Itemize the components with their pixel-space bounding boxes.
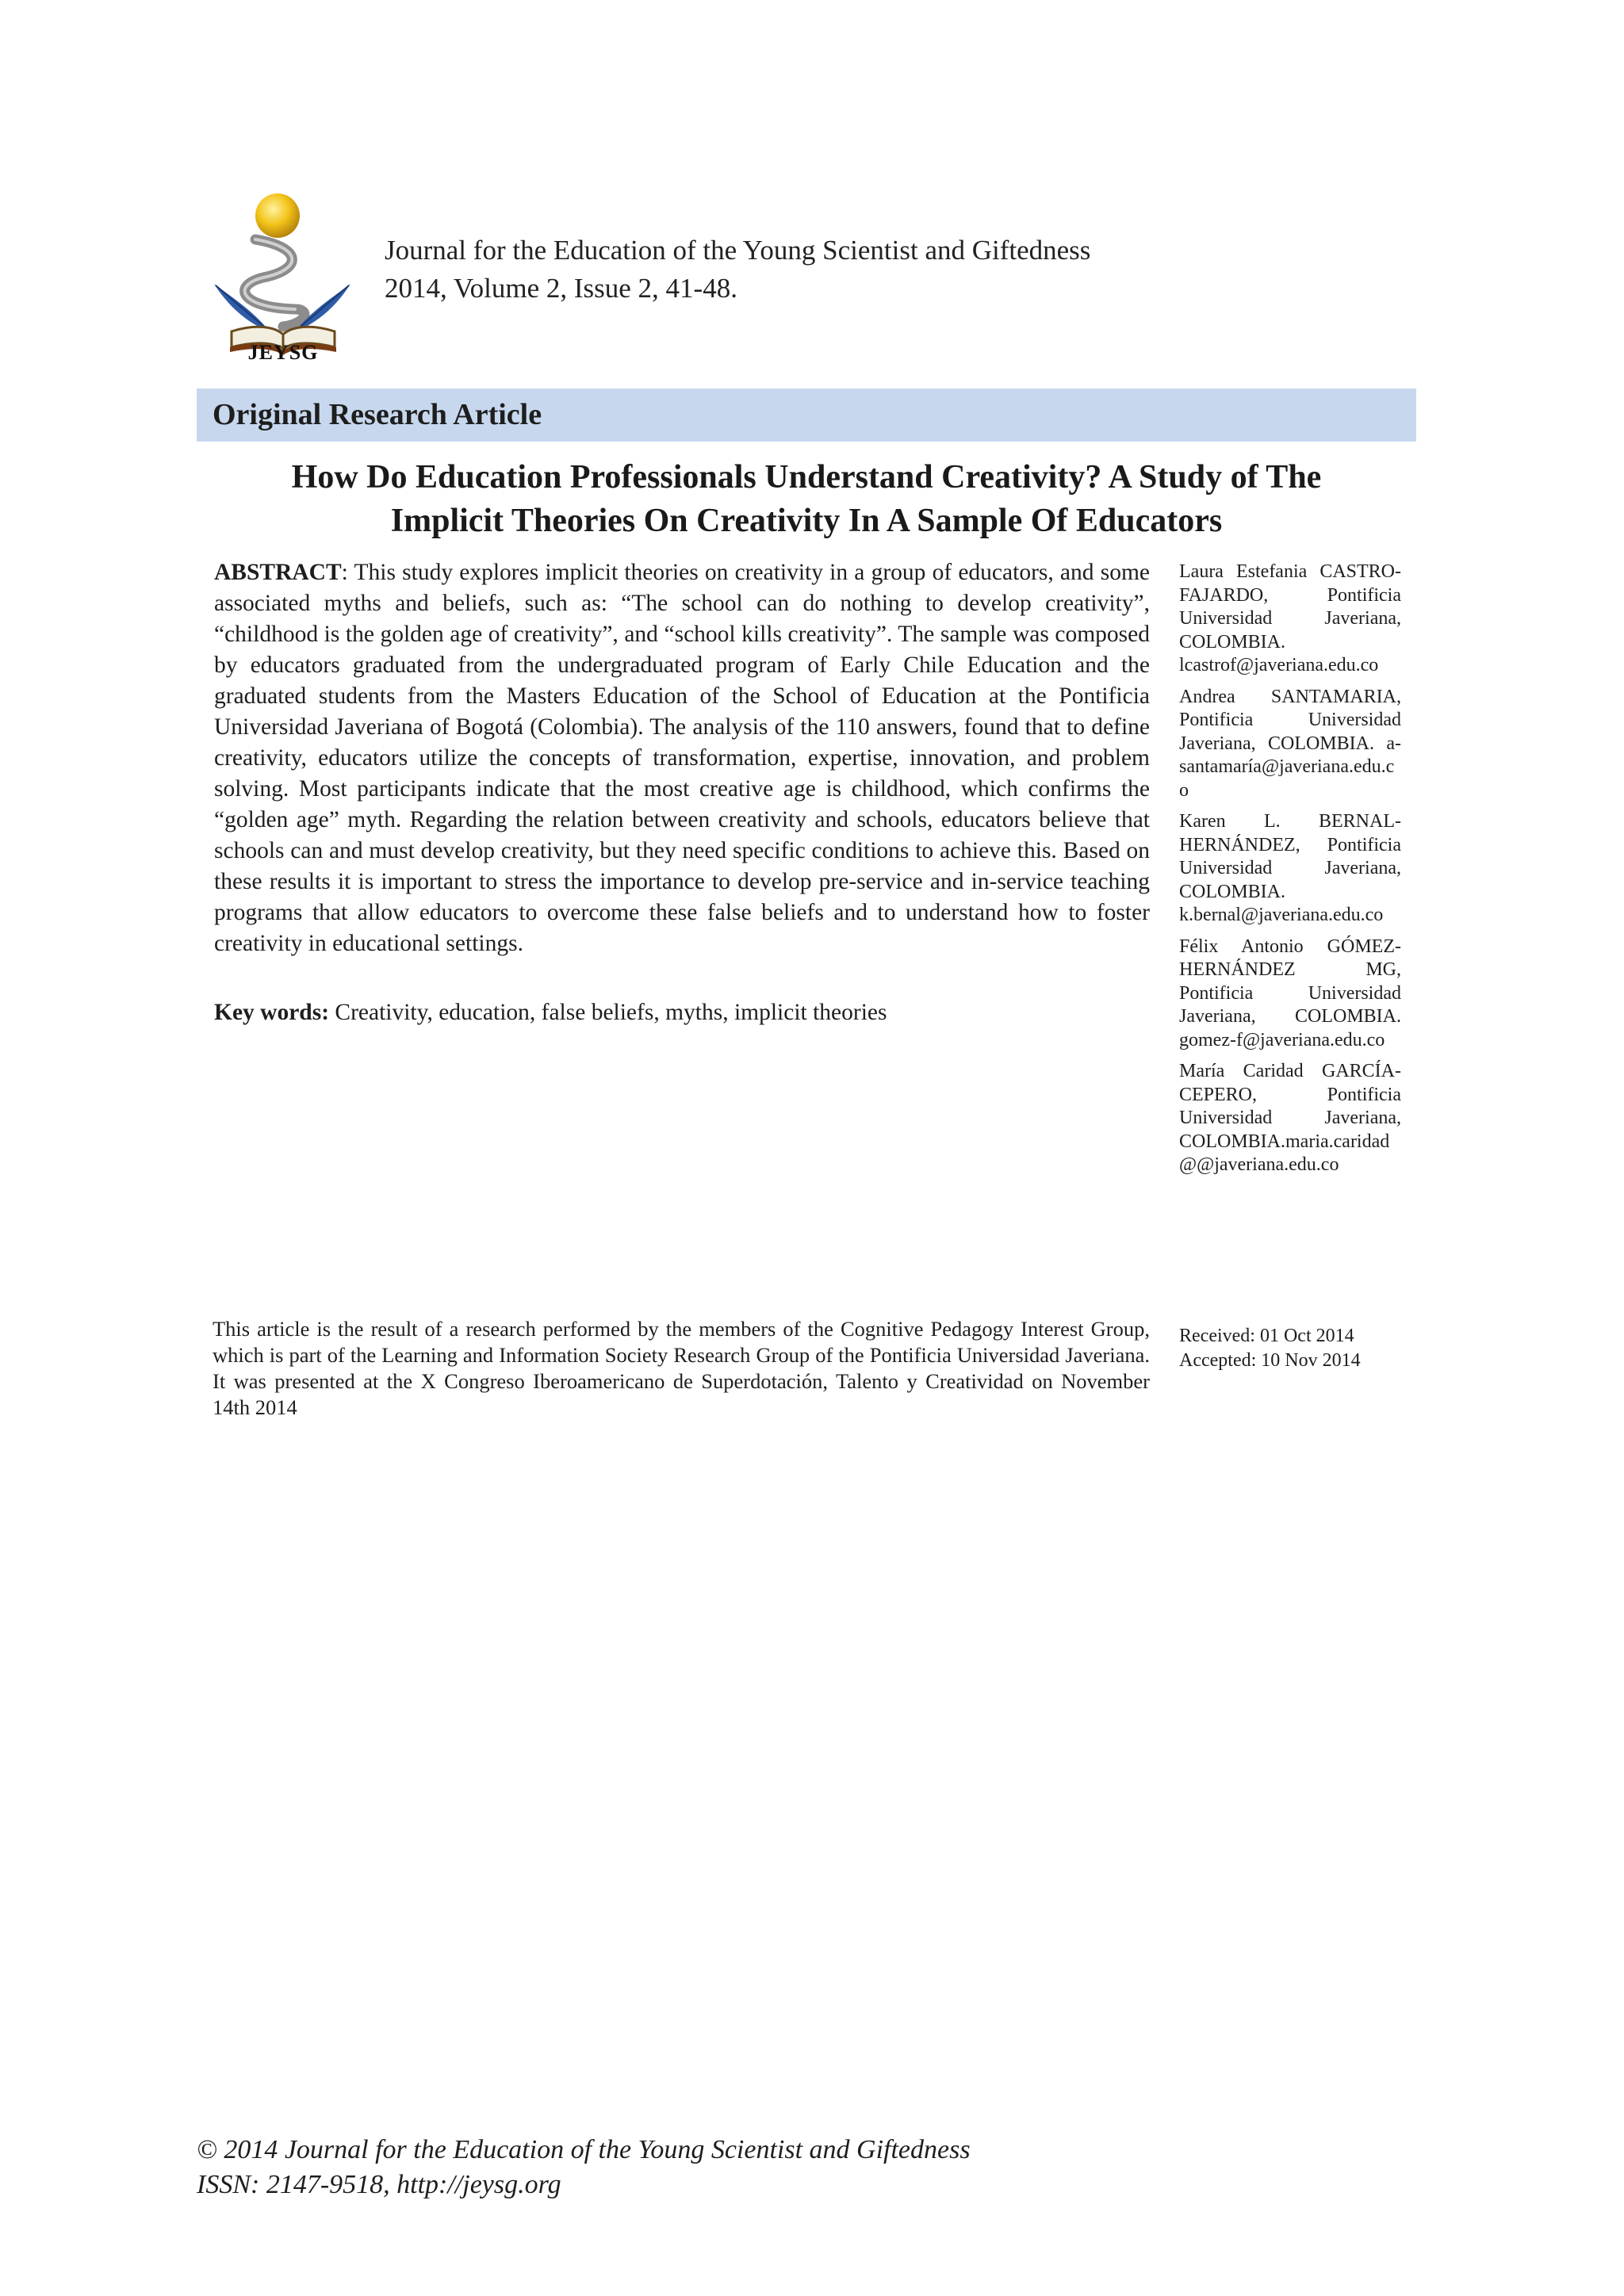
journal-citation: 2014, Volume 2, Issue 2, 41-48. (385, 273, 737, 304)
abstract-label: ABSTRACT (214, 560, 342, 585)
page-footer (197, 2133, 971, 2202)
logo-acronym: JEYSG (247, 341, 319, 364)
title-line-1: How Do Education Professionals Understand Creativity? A Study of The (291, 459, 1322, 496)
article-dates (1179, 1324, 1409, 1373)
author-entry: Andrea SANTAMARIA, Pontificia Universidad Javeriana, COLOMBIA. a-santamaría@javeriana.edu.co (1179, 686, 1401, 801)
article-type-banner: Original Research Article (197, 388, 1416, 442)
accepted-date: Accepted: 10 Nov 2014 (1179, 1350, 1361, 1371)
abstract (214, 557, 1150, 959)
author-entry: María Caridad GARCÍA-CEPERO, Pontificia Universidad Javeriana, COLOMBIA.maria.caridad@@javeriana.edu.co (1179, 1061, 1401, 1175)
received-date: Received: 01 Oct 2014 (1179, 1326, 1354, 1346)
author-entry: Laura Estefania CASTRO-FAJARDO, Pontificia Universidad Javeriana, COLOMBIA. lcastrof@javeriana.edu.co (1179, 561, 1401, 675)
author-entry: Karen L. BERNAL-HERNÁNDEZ, Pontificia Universidad Javeriana, COLOMBIA. k.bernal@javeriana.edu.co (1179, 811, 1401, 925)
keywords-text: Creativity, education, false beliefs, myths, implicit theories (329, 1000, 887, 1025)
journal-header (385, 232, 1090, 308)
title-line-2: Implicit Theories On Creativity In A Sample Of Educators (390, 503, 1223, 539)
author-entry: Félix Antonio GÓMEZ-HERNÁNDEZ MG, Pontificia Universidad Javeriana, COLOMBIA. gomez-f@javeriana.edu.co (1179, 936, 1401, 1050)
footer-issn: ISSN: 2147-9518, http://jeysg.org (197, 2170, 561, 2199)
author-list (1179, 561, 1401, 1185)
keywords-label: Key words: (214, 1000, 330, 1025)
sun-icon (255, 193, 300, 238)
abstract-text: : This study explores implicit theories on creativity in a group of educators, and some associated myths and beliefs, such as: “The school can do nothing to develop creativity”, “childhood is the golden age of creativity”, and “school kills creativity”. The sample was composed by educators graduated from the undergraduated program of Early Chile Education and the graduated students from the Masters Education of the School of Education at the Pontificia Universidad Javeriana of Bogotá (Colombia). The analysis of the 110 answers, found that to define creativity, educators utilize the concepts of transformation, expertise, innovation, and problem solving. Most participants indicate that the most creative age is childhood, which confirms the “golden age” myth. Regarding the relation between creativity and schools, educators believe that schools can and must develop creativity, but they need specific conditions to achieve this. Based on these results it is important to stress the importance to develop pre-service and in-service teaching programs that allow educators to overcome these false beliefs and to understand how to foster creativity in educational settings. (214, 560, 1150, 956)
helix-icon (245, 239, 304, 327)
article-title (197, 456, 1416, 543)
footer-copyright: © 2014 Journal for the Education of the Young Scientist and Giftedness (197, 2135, 971, 2164)
journal-name: Journal for the Education of the Young Scientist and Giftedness (385, 235, 1091, 266)
keywords (214, 997, 1150, 1028)
article-note: This article is the result of a research performed by the members of the Cognitive Pedagogy Interest Group, which is part of the Learning and Information Society Research Group of the Pontificia Universidad Javeriana. It was presented at the X Congreso Iberoamericano de Superdotación, Talento y Creatividad on November 14th 2014 (213, 1317, 1150, 1419)
